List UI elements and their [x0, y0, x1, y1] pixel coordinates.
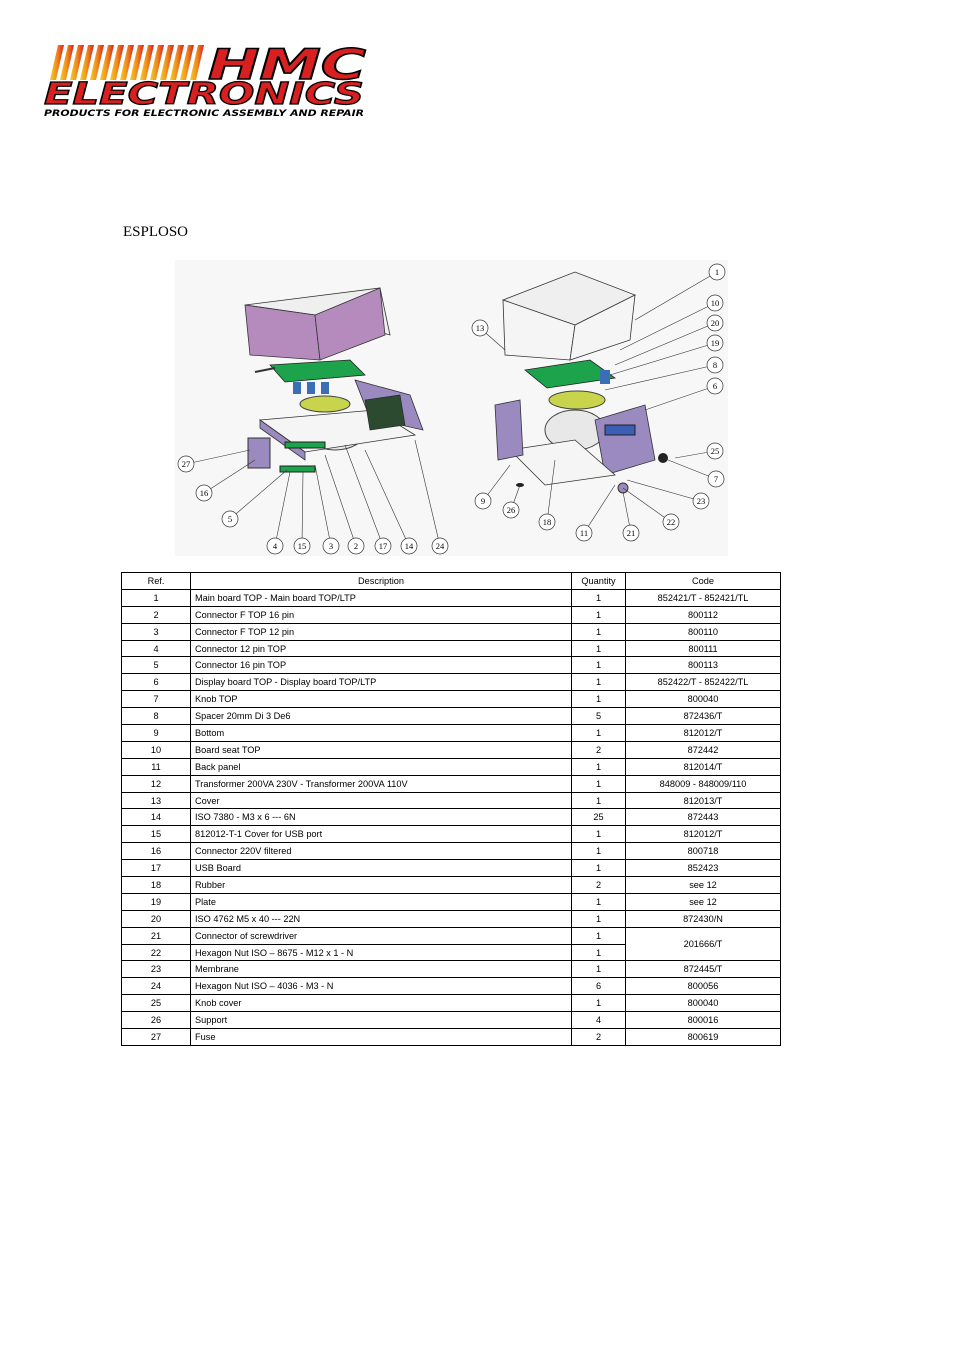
table-row	[122, 691, 781, 708]
cell-ref: 27	[122, 1029, 191, 1046]
cell-description: Hexagon Nut ISO – 8675 - M12 x 1 - N	[191, 944, 572, 961]
table-row	[122, 758, 781, 775]
logo-tagline: PRODUCTS FOR ELECTRONIC ASSEMBLY AND REPAIR	[44, 109, 365, 119]
cell-ref: 16	[122, 843, 191, 860]
cell-ref: 4	[122, 640, 191, 657]
table-row	[122, 1029, 781, 1046]
table-row	[122, 927, 781, 944]
cell-quantity: 6	[572, 978, 626, 995]
callout-label: 13	[475, 323, 485, 333]
cell-quantity: 1	[572, 860, 626, 877]
capacitor-part	[293, 382, 301, 394]
cell-ref: 13	[122, 792, 191, 809]
callout-label: 24	[435, 541, 445, 551]
hmc-electronics-logo	[40, 40, 370, 120]
table-row	[122, 589, 781, 606]
col-header-quantity: Quantity	[572, 573, 626, 590]
callout-label: 3	[328, 541, 334, 551]
cell-quantity: 1	[572, 961, 626, 978]
cell-description: Connector 220V filtered	[191, 843, 572, 860]
table-row	[122, 640, 781, 657]
cell-quantity: 25	[572, 809, 626, 826]
callout-label: 19	[710, 338, 720, 348]
cell-description: Hexagon Nut ISO – 4036 - M3 - N	[191, 978, 572, 995]
cell-code: 800110	[626, 623, 781, 640]
cell-code: 848009 - 848009/110	[626, 775, 781, 792]
cell-description: Connector F TOP 12 pin	[191, 623, 572, 640]
callout-label: 7	[713, 474, 719, 484]
cell-code: 800040	[626, 691, 781, 708]
cell-code: 872430/N	[626, 910, 781, 927]
cell-description: 812012-T-1 Cover for USB port	[191, 826, 572, 843]
cell-code: 800016	[626, 1012, 781, 1029]
cell-description: Rubber	[191, 877, 572, 894]
cell-ref: 14	[122, 809, 191, 826]
cell-description: Support	[191, 1012, 572, 1029]
table-row	[122, 910, 781, 927]
cell-quantity: 1	[572, 691, 626, 708]
cell-code: 872436/T	[626, 708, 781, 725]
table-row	[122, 978, 781, 995]
cell-description: Plate	[191, 893, 572, 910]
cell-quantity: 1	[572, 758, 626, 775]
callout-label: 10	[710, 298, 720, 308]
cell-code: 800112	[626, 606, 781, 623]
cell-code: 800619	[626, 1029, 781, 1046]
table-row	[122, 657, 781, 674]
table-row	[122, 623, 781, 640]
cell-quantity: 1	[572, 826, 626, 843]
cell-description: Connector 16 pin TOP	[191, 657, 572, 674]
cell-ref: 21	[122, 927, 191, 944]
cell-quantity: 1	[572, 843, 626, 860]
cell-code: see 12	[626, 893, 781, 910]
callout-label: 25	[710, 446, 720, 456]
table-row	[122, 741, 781, 758]
callout-label: 11	[579, 528, 589, 538]
side-panel-part	[495, 400, 523, 460]
cell-code: 812012/T	[626, 725, 781, 742]
connector-part	[285, 442, 325, 448]
cell-quantity: 1	[572, 944, 626, 961]
capacitor-part	[321, 382, 329, 394]
cell-ref: 23	[122, 961, 191, 978]
col-header-code: Code	[626, 573, 781, 590]
table-header-row	[122, 573, 781, 590]
cell-ref: 5	[122, 657, 191, 674]
cell-ref: 24	[122, 978, 191, 995]
table-row	[122, 893, 781, 910]
table-row	[122, 843, 781, 860]
cell-quantity: 1	[572, 910, 626, 927]
cell-code: 201666/T	[626, 927, 781, 961]
callout-label: 27	[181, 459, 191, 469]
callout-label: 21	[626, 528, 636, 538]
connector-part	[280, 466, 315, 472]
cell-description: Connector of screwdriver	[191, 927, 572, 944]
cell-ref: 12	[122, 775, 191, 792]
cell-ref: 6	[122, 674, 191, 691]
cell-description: Main board TOP - Main board TOP/LTP	[191, 589, 572, 606]
cell-quantity: 1	[572, 893, 626, 910]
parts-table-body	[122, 589, 781, 1045]
plate-part	[549, 391, 605, 409]
cell-ref: 1	[122, 589, 191, 606]
callout-label: 8	[712, 360, 718, 370]
callout-label: 23	[696, 496, 706, 506]
cell-code: 872443	[626, 809, 781, 826]
cell-quantity: 1	[572, 606, 626, 623]
cell-ref: 11	[122, 758, 191, 775]
capacitor-part	[600, 370, 610, 384]
cell-ref: 18	[122, 877, 191, 894]
table-row	[122, 809, 781, 826]
logo-line1: HMC	[208, 40, 367, 89]
cell-code: 812013/T	[626, 792, 781, 809]
cell-ref: 3	[122, 623, 191, 640]
cell-ref: 19	[122, 893, 191, 910]
fuse-connector-part	[248, 438, 270, 468]
cell-description: USB Board	[191, 860, 572, 877]
stripes-graphic	[50, 45, 204, 80]
exploded-view-diagram	[175, 260, 728, 556]
cell-ref: 20	[122, 910, 191, 927]
cell-description: Spacer 20mm Di 3 De6	[191, 708, 572, 725]
cell-code: 872445/T	[626, 961, 781, 978]
cell-code: 800056	[626, 978, 781, 995]
table-row	[122, 877, 781, 894]
callout-label: 22	[666, 517, 676, 527]
callout-label: 1	[714, 267, 720, 277]
callout-label: 26	[506, 505, 516, 515]
cell-ref: 17	[122, 860, 191, 877]
cell-code: 872442	[626, 741, 781, 758]
cell-ref: 25	[122, 995, 191, 1012]
callout-label: 17	[378, 541, 388, 551]
cell-quantity: 2	[572, 741, 626, 758]
usb-board-part	[365, 395, 405, 430]
cell-description: Knob cover	[191, 995, 572, 1012]
cell-ref: 26	[122, 1012, 191, 1029]
cell-description: ISO 4762 M5 x 40 --- 22N	[191, 910, 572, 927]
cell-code: 812014/T	[626, 758, 781, 775]
cell-description: Cover	[191, 792, 572, 809]
col-header-description: Description	[191, 573, 572, 590]
cell-code: 852422/T - 852422/TL	[626, 674, 781, 691]
cell-description: Fuse	[191, 1029, 572, 1046]
cell-ref: 15	[122, 826, 191, 843]
cell-description: Board seat TOP	[191, 741, 572, 758]
cell-quantity: 2	[572, 1029, 626, 1046]
callout-label: 20	[710, 318, 720, 328]
cell-description: Connector 12 pin TOP	[191, 640, 572, 657]
table-row	[122, 725, 781, 742]
cell-quantity: 1	[572, 657, 626, 674]
table-row	[122, 961, 781, 978]
cell-code: 800718	[626, 843, 781, 860]
table-row	[122, 1012, 781, 1029]
table-row	[122, 860, 781, 877]
table-row	[122, 606, 781, 623]
cell-ref: 9	[122, 725, 191, 742]
callout-label: 18	[542, 517, 552, 527]
cell-quantity: 1	[572, 589, 626, 606]
cell-description: Bottom	[191, 725, 572, 742]
table-row	[122, 775, 781, 792]
cell-quantity: 1	[572, 725, 626, 742]
cell-description: ISO 7380 - M3 x 6 --- 6N	[191, 809, 572, 826]
cell-code: 812012/T	[626, 826, 781, 843]
cell-quantity: 4	[572, 1012, 626, 1029]
plate-part	[300, 396, 350, 412]
cell-description: Back panel	[191, 758, 572, 775]
cell-description: Knob TOP	[191, 691, 572, 708]
table-row	[122, 674, 781, 691]
cell-ref: 2	[122, 606, 191, 623]
cell-ref: 8	[122, 708, 191, 725]
callout-label: 16	[199, 488, 209, 498]
callout-label: 6	[712, 381, 718, 391]
callout-label: 14	[404, 541, 414, 551]
cell-description: Membrane	[191, 961, 572, 978]
cell-quantity: 1	[572, 792, 626, 809]
cell-quantity: 1	[572, 640, 626, 657]
table-row	[122, 995, 781, 1012]
cell-quantity: 5	[572, 708, 626, 725]
cell-ref: 22	[122, 944, 191, 961]
cell-code: 800040	[626, 995, 781, 1012]
cell-description: Connector F TOP 16 pin	[191, 606, 572, 623]
table-row	[122, 708, 781, 725]
cell-quantity: 1	[572, 623, 626, 640]
callout-label: 2	[353, 541, 359, 551]
display-board-part	[605, 425, 635, 435]
cell-code: 800113	[626, 657, 781, 674]
cell-code: 852423	[626, 860, 781, 877]
capacitor-part	[307, 382, 315, 394]
table-row	[122, 792, 781, 809]
cell-quantity: 1	[572, 674, 626, 691]
cell-code: 800111	[626, 640, 781, 657]
cell-description: Display board TOP - Display board TOP/LTP	[191, 674, 572, 691]
cell-code: see 12	[626, 877, 781, 894]
section-title: ESPLOSO	[123, 224, 189, 240]
cell-description: Transformer 200VA 230V - Transformer 200VA 110V	[191, 775, 572, 792]
cell-quantity: 2	[572, 877, 626, 894]
cell-ref: 10	[122, 741, 191, 758]
cell-code: 852421/T - 852421/TL	[626, 589, 781, 606]
parts-table	[121, 572, 781, 1046]
table-row	[122, 826, 781, 843]
cell-ref: 7	[122, 691, 191, 708]
cell-quantity: 1	[572, 775, 626, 792]
callout-label: 15	[297, 541, 307, 551]
cell-quantity: 1	[572, 927, 626, 944]
callout-label: 9	[480, 496, 486, 506]
callout-label: 4	[272, 541, 278, 551]
callout-label: 5	[227, 514, 233, 524]
cell-quantity: 1	[572, 995, 626, 1012]
logo-line2: ELECTRONICS	[44, 77, 364, 112]
col-header-ref: Ref.	[122, 573, 191, 590]
